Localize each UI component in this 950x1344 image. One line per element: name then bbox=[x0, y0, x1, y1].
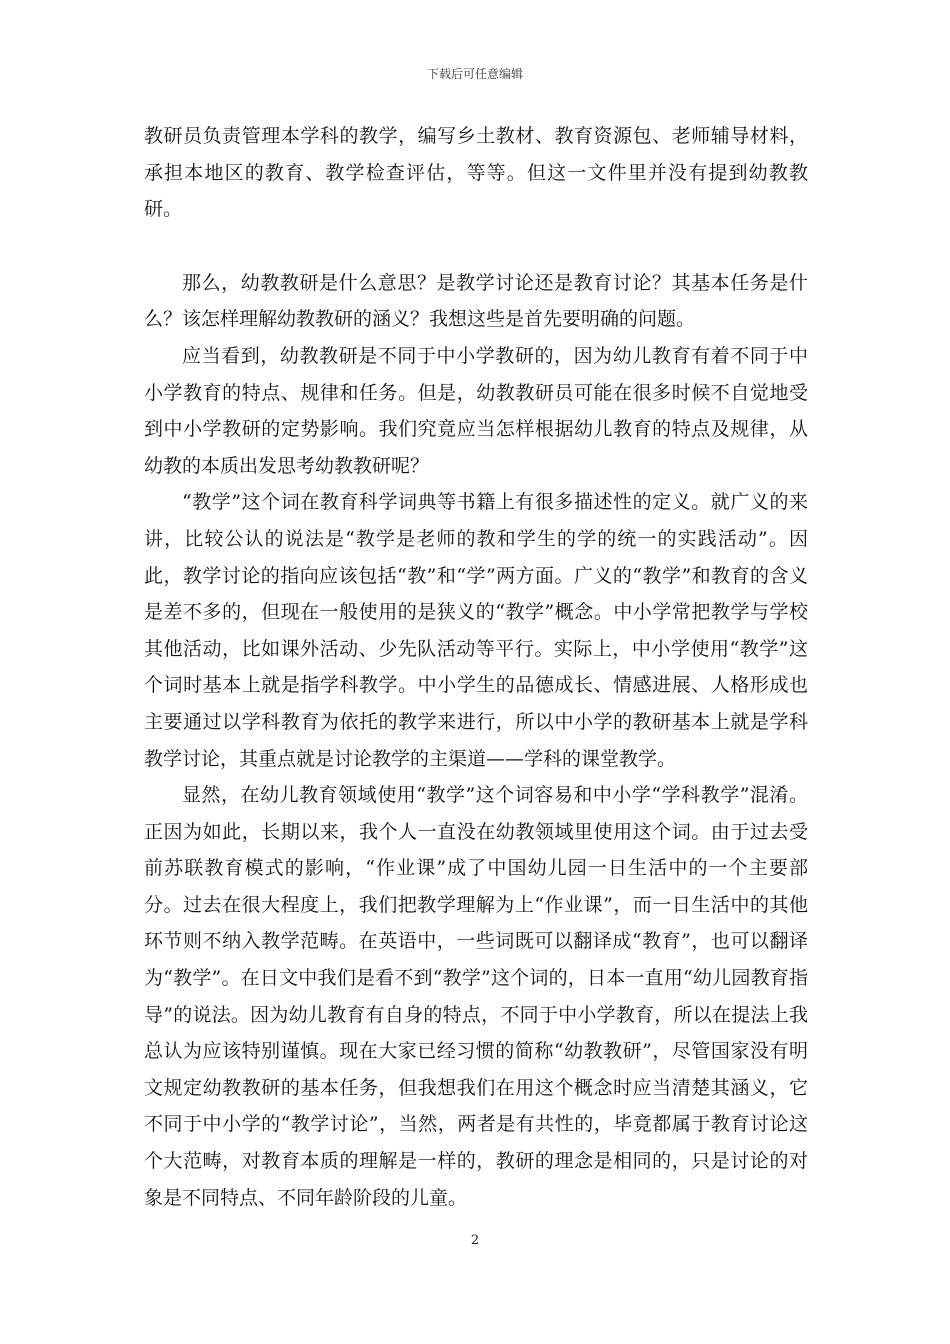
page-number: 2 bbox=[470, 1233, 480, 1248]
document-body bbox=[144, 118, 808, 1216]
paragraph-3: 应当看到，幼教教研是不同于中小学教研的，因为幼儿教育有着不同于中小学教育的特点、规律和任务。但是，幼教教研员可能在很多时候不自觉地受到中小学教研的定势影响。我们究竟应当怎样根据幼儿教育的特点及规律，从幼教的本质出发思考幼教教研呢？ bbox=[144, 344, 808, 477]
paragraph-1: 教研员负责管理本学科的教学，编写乡土教材、教育资源包、老师辅导材料，承担本地区的教育、教学检查评估，等等。但这一文件里并没有提到幼教教研。 bbox=[144, 125, 808, 221]
page-header: 下载后可任意编辑 bbox=[426, 67, 523, 81]
paragraph-4: “教学”这个词在教育科学词典等书籍上有很多描述性的定义。就广义的来讲，比较公认的说法是“教学是老师的教和学生的学的统一的实践活动”。因此，教学讨论的指向应该包括“教”和“学”两方面。广义的“教学”和教育的含义是差不多的，但现在一般使用的是狭义的“教学”概念。中小学常把教学与学校其他活动，比如课外活动、少先队活动等平行。实际上，中小学使用“教学”这个词时基本上就是指学科教学。中小学生的品德成长、情感进展、人格形成也主要通过以学科教育为依托的教学来进行，所以中小学的教研基本上就是学科教学讨论，其重点就是讨论教学的主渠道——学科的课堂教学。 bbox=[144, 491, 808, 770]
paragraph-2: 那么，幼教教研是什么意思？是教学讨论还是教育讨论？其基本任务是什么？该怎样理解幼教教研的涵义？我想这些是首先要明确的问题。 bbox=[144, 271, 808, 331]
paragraph-5: 显然，在幼儿教育领域使用“教学”这个词容易和中小学“学科教学”混淆。正因为如此，长期以来，我个人一直没在幼教领域里使用这个词。由于过去受前苏联教育模式的影响，“作业课”成了中国幼儿园一日生活中的一个主要部分。过去在很大程度上，我们把教学理解为上“作业课”，而一日生活中的其他环节则不纳入教学范畴。在英语中，一些词既可以翻译成“教育”，也可以翻译为“教学”。在日文中我们是看不到“教学”这个词的，日本一直用“幼儿园教育指导”的说法。因为幼儿教育有自身的特点，不同于中小学教育，所以在提法上我总认为应该特别谨慎。现在大家已经习惯的简称“幼教教研”，尽管国家没有明文规定幼教教研的基本任务，但我想我们在用这个概念时应当清楚其涵义，它不同于中小学的“教学讨论”，当然，两者是有共性的，毕竟都属于教育讨论这个大范畴，对教育本质的理解是一样的，教研的理念是相同的，只是讨论的对象是不同特点、不同年龄阶段的儿童。 bbox=[144, 784, 808, 1209]
